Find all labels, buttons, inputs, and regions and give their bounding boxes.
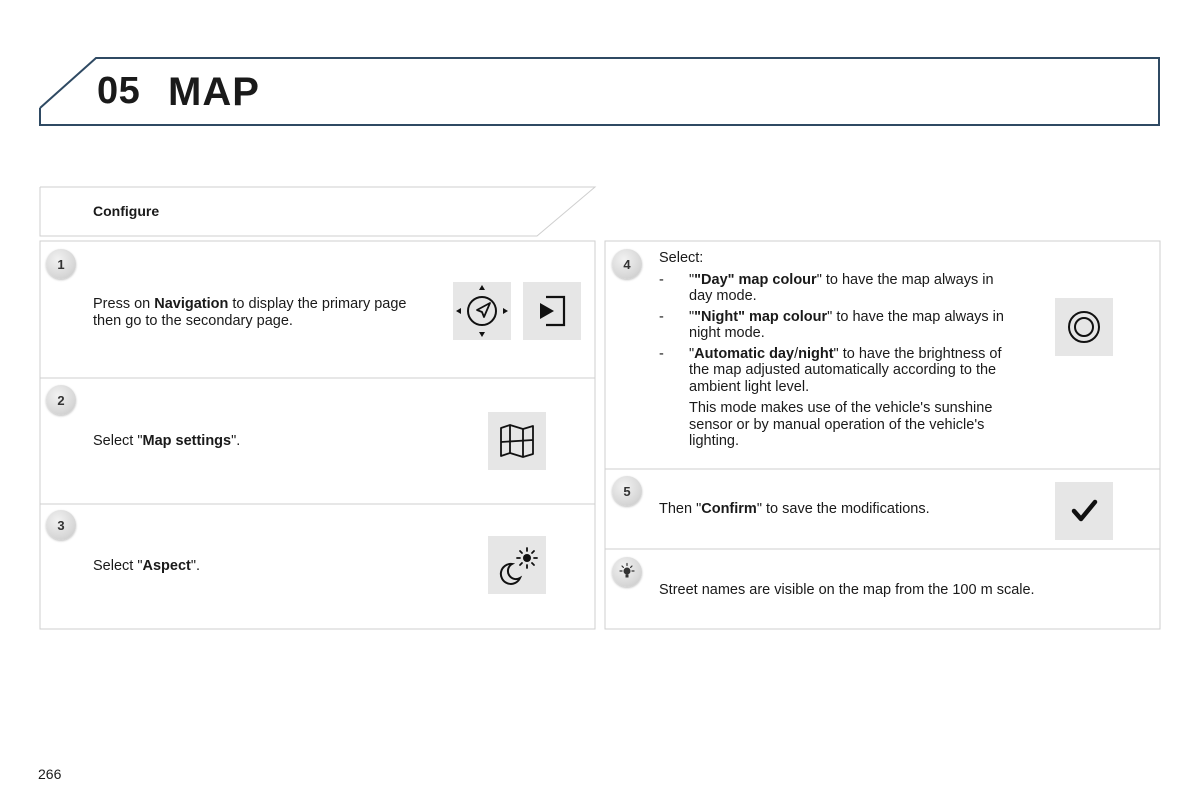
chapter-number: 05 xyxy=(97,70,141,112)
list-item: - "Automatic day/night" to have the brightness of the map adjusted automatically according to the ambient light level. xyxy=(659,345,1002,395)
aspect-icon xyxy=(488,536,546,594)
step-badge-4: 4 xyxy=(612,249,642,279)
page-number: 266 xyxy=(38,766,62,782)
tip-text: Street names are visible on the map from the 100 m scale. xyxy=(659,582,1035,598)
step-badge-1: 1 xyxy=(46,249,76,279)
step-4-content xyxy=(659,250,1009,450)
step-badge-5: 5 xyxy=(612,476,642,506)
list-item: - ""Night" map colour" to have the map always in night mode. xyxy=(659,308,1004,341)
step-badge-3: 3 xyxy=(46,510,76,540)
step-1-text: Press on Navigation to display the primary page then go to the secondary page. xyxy=(93,296,407,329)
secondary-page-icon xyxy=(523,282,581,340)
tip-lightbulb-icon xyxy=(612,557,642,587)
map-settings-icon xyxy=(488,412,546,470)
navigation-icon xyxy=(453,282,511,340)
step-4-note: This mode makes use of the vehicle's sunshine sensor or by manual operation of the vehicle's lighting. xyxy=(689,400,993,449)
day-night-toggle-icon xyxy=(1055,298,1113,356)
step-4-intro: Select: xyxy=(659,250,704,266)
step-2-text: Select "Map settings". xyxy=(93,433,241,449)
list-item: - ""Day" map colour" to have the map always in day mode. xyxy=(659,271,994,304)
step-3-text: Select "Aspect". xyxy=(93,558,201,574)
configure-label: Configure xyxy=(93,203,160,219)
step-badge-2: 2 xyxy=(46,385,76,415)
step-5-text: Then "Confirm" to save the modifications. xyxy=(659,501,930,517)
confirm-check-icon xyxy=(1055,482,1113,540)
chapter-title: MAP xyxy=(168,70,260,114)
